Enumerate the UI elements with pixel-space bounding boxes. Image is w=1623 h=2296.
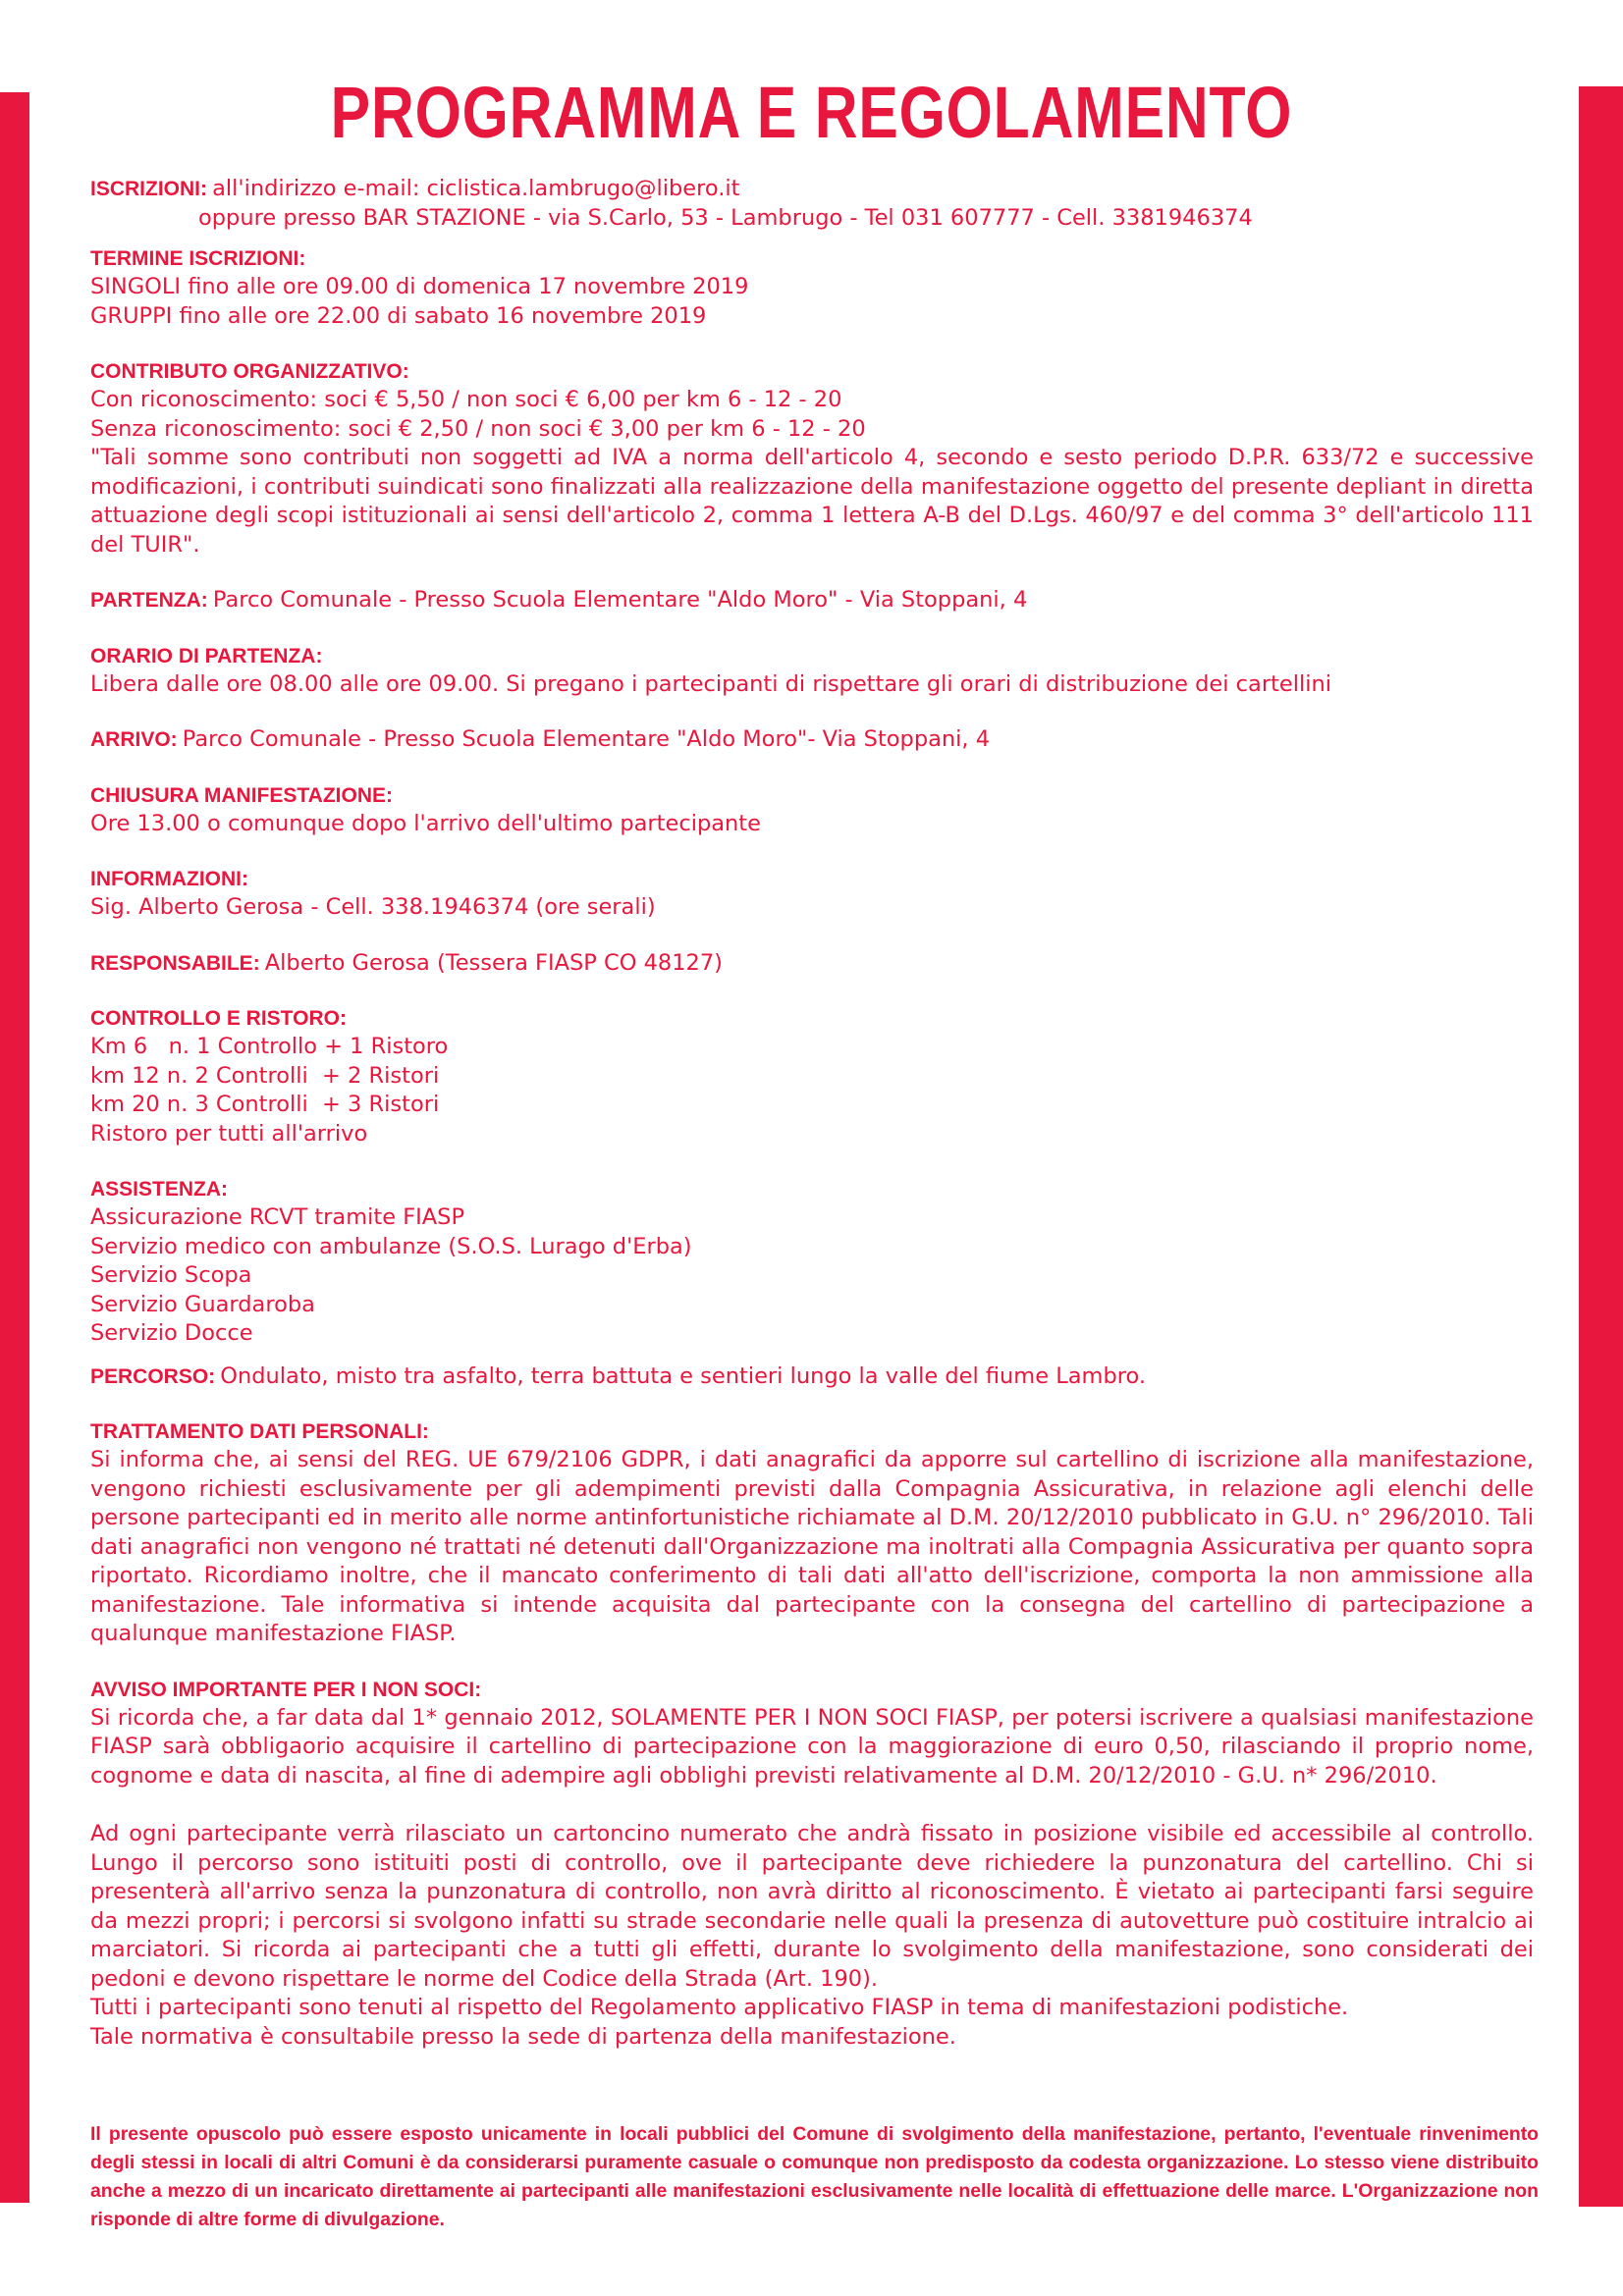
section-trattamento xyxy=(90,1417,1534,1649)
section-contributo xyxy=(90,357,1534,560)
iscrizioni-address: oppure presso BAR STAZIONE - via S.Carlo, 53 - Lambrugo - Tel 031 607777 - Cell. 3381946374 xyxy=(198,204,1253,231)
percorso-text: Ondulato, misto tra asfalto, terra battuta e sentieri lungo la valle del fiume Lambro. xyxy=(220,1362,1147,1389)
arrivo-text: Parco Comunale - Presso Scuola Elementare "Aldo Moro"- Via Stoppani, 4 xyxy=(182,726,991,752)
regole-line: Tutti i partecipanti sono tenuti al rispetto del Regolamento applicativo FIASP in tema di manifestazioni podistiche. xyxy=(90,1995,1349,2020)
assistenza-line: Servizio Docce xyxy=(90,1320,253,1346)
left-red-bar xyxy=(0,92,29,2203)
controllo-line: km 20 n. 3 Controlli + 3 Ristori xyxy=(90,1092,440,1117)
heading-partenza: PARTENZA: xyxy=(90,589,208,612)
section-controllo xyxy=(90,1004,1534,1148)
right-red-bar xyxy=(1579,86,1623,2207)
heading-contributo: CONTRIBUTO ORGANIZZATIVO: xyxy=(90,360,409,383)
assistenza-line: Servizio Guardaroba xyxy=(90,1291,315,1317)
heading-chiusura: CHIUSURA MANIFESTAZIONE: xyxy=(90,783,393,807)
controllo-line: Km 6 n. 1 Controllo + 1 Ristoro xyxy=(90,1034,449,1059)
page-title: PROGRAMMA E REGOLAMENTO xyxy=(330,72,1293,153)
responsabile-text: Alberto Gerosa (Tessera FIASP CO 48127) xyxy=(264,949,723,976)
section-arrivo xyxy=(90,725,1534,755)
section-informazioni xyxy=(90,865,1534,923)
trattamento-text: Si informa che, ai sensi del REG. UE 679/2106 GDPR, i dati anagrafici da apporre sul cartellino di iscrizione alla manifestazione, vengono richiesti esclusivamente per gli adempimenti previsti dalla Compagnia Assicurativa, in relazione agli elenchi delle persone partecipanti ed in merito alle norme antinfortunistiche richiamate al D.M. 20/12/2010 pubblicato in G.U. n° 296/2010. Tali dati anagrafici non vengono né trattati né detenuti dall'Organizzazione ma inoltrati alla Compagnia Assicurativa per quanto sopra riportato. Ricordiamo inoltre, che il mancato conferimento di tali dati all'atto dell'iscrizione, comporta la non ammissione alla manifestazione. Tale informativa si intende acquisita dal partecipante con la consegna del cartellino di partecipazione a qualunque manifestazione FIASP. xyxy=(90,1447,1534,1646)
termine-line: GRUPPI fino alle ore 22.00 di sabato 16 novembre 2019 xyxy=(90,302,707,329)
heading-informazioni: INFORMAZIONI: xyxy=(90,868,248,890)
orario-text: Libera dalle ore 08.00 alle ore 09.00. Si pregano i partecipanti di rispettare gli orari di distribuzione dei cartellini xyxy=(90,670,1332,697)
termine-line: SINGOLI fino alle ore 09.00 di domenica 17 novembre 2019 xyxy=(90,274,749,299)
heading-termine: TERMINE ISCRIZIONI: xyxy=(90,247,306,270)
heading-controllo: CONTROLLO E RISTORO: xyxy=(90,1007,347,1030)
contributo-line: Con riconoscimento: soci € 5,50 / non soci € 6,00 per km 6 - 12 - 20 xyxy=(90,387,842,412)
section-iscrizioni xyxy=(90,175,1534,233)
section-regole xyxy=(90,1820,1534,2052)
heading-arrivo: ARRIVO: xyxy=(90,728,178,751)
regole-text: Ad ogni partecipante verrà rilasciato un cartoncino numerato che andrà fissato in posizione visibile ed accessibile al controllo. Lungo il percorso sono istituiti posti di controllo, ove il partecipante deve richiedere la punzonatura del cartellino. Chi si presenterà all'arrivo senza la punzonatura di controllo, non avrà diritto al riconoscimento. È vietato ai partecipanti farsi seguire da mezzi propri; i percorsi si svolgono infatti su strade secondarie nelle quali la presenza di autovetture può costituire intralcio ai marciatori. Si ricorda ai partecipanti che a tutti gli effetti, durante lo svolgimento della manifestazione, sono considerati dei pedoni e devono rispettare le norme del Codice della Strada (Art. 190). xyxy=(90,1821,1534,1992)
assistenza-line: Servizio medico con ambulanze (S.O.S. Lurago d'Erba) xyxy=(90,1233,692,1259)
avviso-text: Si ricorda che, a far data dal 1* gennaio 2012, SOLAMENTE PER I NON SOCI FIASP, per potersi iscrivere a qualsiasi manifestazione FIASP sarà obbligaorio acquisire il cartellino di partecipazione con la maggiorazione di euro 0,50, rilasciando il proprio nome, cognome e data di nascita, al fine di adempire agli obblighi previsti relativamente al D.M. 20/12/2010 - G.U. n* 296/2010. xyxy=(90,1704,1534,1789)
controllo-line: Ristoro per tutti all'arrivo xyxy=(90,1120,368,1147)
partenza-text: Parco Comunale - Presso Scuola Elementare "Aldo Moro" - Via Stoppani, 4 xyxy=(212,587,1028,613)
controllo-line: km 12 n. 2 Controlli + 2 Ristori xyxy=(90,1062,440,1089)
section-responsabile xyxy=(90,949,1534,979)
iscrizioni-email: all'indirizzo e-mail: ciclistica.lambrugo@libero.it xyxy=(212,176,740,201)
contributo-line: Senza riconoscimento: soci € 2,50 / non soci € 3,00 per km 6 - 12 - 20 xyxy=(90,415,866,442)
heading-responsabile: RESPONSABILE: xyxy=(90,951,260,975)
heading-avviso: AVVISO IMPORTANTE PER I NON SOCI: xyxy=(90,1678,482,1701)
heading-percorso: PERCORSO: xyxy=(90,1364,216,1388)
chiusura-text: Ore 13.00 o comunque dopo l'arrivo dell'ultimo partecipante xyxy=(90,810,761,836)
section-partenza xyxy=(90,586,1534,615)
assistenza-line: Assicurazione RCVT tramite FIASP xyxy=(90,1204,465,1230)
section-termine xyxy=(90,244,1534,331)
informazioni-text: Sig. Alberto Gerosa - Cell. 338.1946374 (ore serali) xyxy=(90,894,656,920)
heading-assistenza: ASSISTENZA: xyxy=(90,1178,229,1201)
footer-notice: Il presente opuscolo può essere esposto unicamente in locali pubblici del Comune di svolgimento della manifestazione, pertanto, l'eventuale rinvenimento degli stessi in locali di altri Comuni è da considerarsi puramente casuale o comunque non predisposto da codesta organizzazione. Lo stesso viene distribuito anche a mezzo di un incaricato direttamente ai partecipanti alle manifestazioni esclusivamente nelle località di effettuazione delle marce. L'Organizzazione non risponde di altre forme di divulgazione. xyxy=(90,2123,1539,2230)
heading-orario: ORARIO DI PARTENZA: xyxy=(90,644,323,667)
heading-trattamento: TRATTAMENTO DATI PERSONALI: xyxy=(90,1420,429,1443)
heading-iscrizioni: ISCRIZIONI: xyxy=(90,178,207,200)
section-avviso xyxy=(90,1676,1534,1791)
section-percorso xyxy=(90,1362,1534,1392)
section-chiusura xyxy=(90,781,1534,839)
assistenza-line: Servizio Scopa xyxy=(90,1262,252,1288)
document-body xyxy=(90,175,1534,2078)
regole-line: Tale normativa è consultabile presso la sede di partenza della manifestazione. xyxy=(90,2023,956,2050)
contributo-note: "Tali somme sono contributi non soggetti ad IVA a norma dell'articolo 4, secondo e sesto periodo D.P.R. 633/72 e successive modificazioni, i contributi suindicati sono finalizzati alla realizzazione della manifestazione oggetto del presente depliant in diretta attuazione degli scopi istituzionali ai sensi dell'articolo 2, comma 1 lettera A-B del D.Lgs. 460/97 e del comma 3° dell'articolo 111 del TUIR". xyxy=(90,445,1534,558)
section-orario xyxy=(90,642,1534,700)
section-assistenza xyxy=(90,1175,1534,1349)
